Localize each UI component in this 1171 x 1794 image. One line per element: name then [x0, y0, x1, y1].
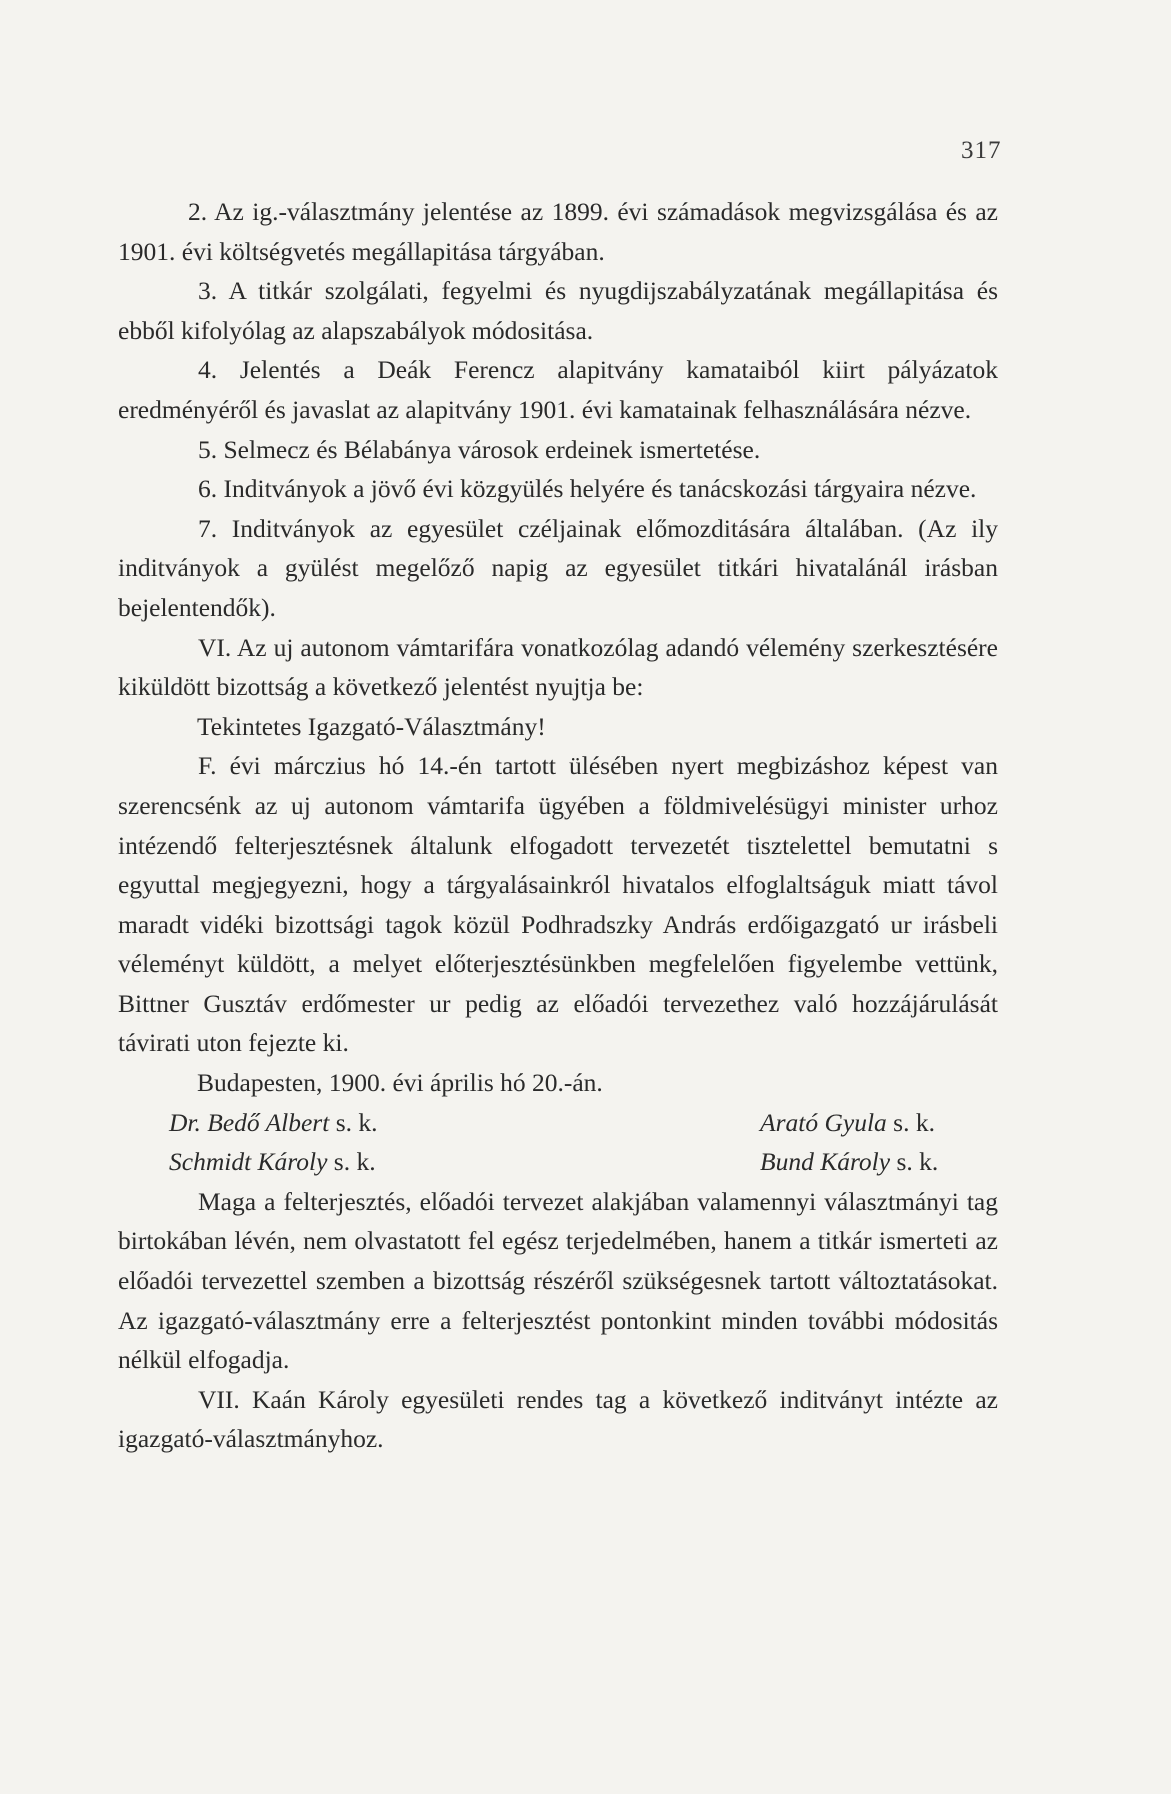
signatory-name: Dr. Bedő Albert [169, 1107, 330, 1137]
agenda-item-2: 2. Az ig.-választmány jelentése az 1899. évi számadások megvizsgálása és az 1901. évi költségvetés megállapitása tárgyában. [118, 197, 998, 266]
section-vi-paragraph: VI. Az uj autonom vámtarifára vonatkozólag adandó vélemény szerkesztésére kiküldött bizottság a következő jelentést nyujtja be: [118, 632, 998, 702]
signatory-name: Arató Gyula [760, 1107, 887, 1137]
place-date: Budapesten, 1900. évi április hó 20.-án. [197, 1068, 603, 1098]
body-text [118, 192, 998, 1459]
agenda-item-4: 4. Jelentés a Deák Ferencz alapitvány kamataiból kiirt pályázatok eredményéről és javaslat az alapitvány 1901. évi kamatainak felhasználására nézve. [118, 355, 998, 424]
signature-left [118, 1142, 648, 1182]
signatory-suffix: s. k. [890, 1147, 939, 1177]
signature-row [118, 1142, 998, 1182]
signature-row [118, 1103, 998, 1143]
signature-left [118, 1103, 648, 1143]
signatory-suffix: s. k. [886, 1107, 935, 1137]
signature-right [648, 1103, 998, 1143]
signatory-name: Schmidt Károly [169, 1147, 328, 1177]
signatory-suffix: s. k. [327, 1147, 376, 1177]
signatory-name: Bund Károly [760, 1147, 891, 1177]
salutation: Tekintetes Igazgató-Választmány! [197, 711, 546, 741]
signatory-suffix: s. k. [329, 1107, 378, 1137]
agenda-item-6: 6. Inditványok a jövő évi közgyülés helyére és tanácskozási tárgyaira nézve. [198, 474, 977, 504]
page-number: 317 [961, 137, 1002, 164]
resolution-paragraph: Maga a felterjesztés, előadói tervezet alakjában valamennyi választmányi tag birtokában lévén, nem olvastatott fel egész terjedelmében, hanem a titkár ismerteti az előadói tervezettel szemben a bizottság részéről szükségesnek tartott változtatásokat. Az igazgató-választmány erre a felterjesztést pontonkint minden további módositás nélkül elfogadja. [118, 1186, 998, 1375]
report-paragraph: F. évi márczius hó 14.-én tartott ülésében nyert megbizáshoz képest van szerencsénk az uj autonom vámtarifa ügyében a földmivelésügyi minister urhoz intézendő felterjesztésnek általunk elfogadott tervezetét tisztelettel bemutatni s egyuttal megjegyezni, hogy a tárgyalásainkról hivatalos elfoglaltságuk miatt távol maradt vidéki bizottsági tagok közül Podhradszky András erdőigazgató ur irásbeli véleményt küldött, a melyet előterjesztésünkben megfelelően figyelembe vettünk, Bittner Gusztáv erdőmester ur pedig az előadói tervezethez való hozzájárulását távirati uton fejezte ki. [118, 751, 998, 1058]
signature-right [648, 1142, 998, 1182]
section-vii-paragraph: VII. Kaán Károly egyesületi rendes tag a következő inditványt intézte az igazgató-választmányhoz. [118, 1384, 998, 1454]
agenda-item-5: 5. Selmecz és Bélabánya városok erdeinek ismertetése. [198, 434, 761, 464]
agenda-item-3: 3. A titkár szolgálati, fegyelmi és nyugdijszabályzatának megállapitása és ebből kifolyólag az alapszabályok módositása. [118, 276, 998, 345]
agenda-item-7: 7. Inditványok az egyesület czéljainak előmozditására általában. (Az ily inditványok a gyülést megelőző napig az egyesület titkári hivatalánál irásban bejelentendők). [118, 513, 998, 622]
